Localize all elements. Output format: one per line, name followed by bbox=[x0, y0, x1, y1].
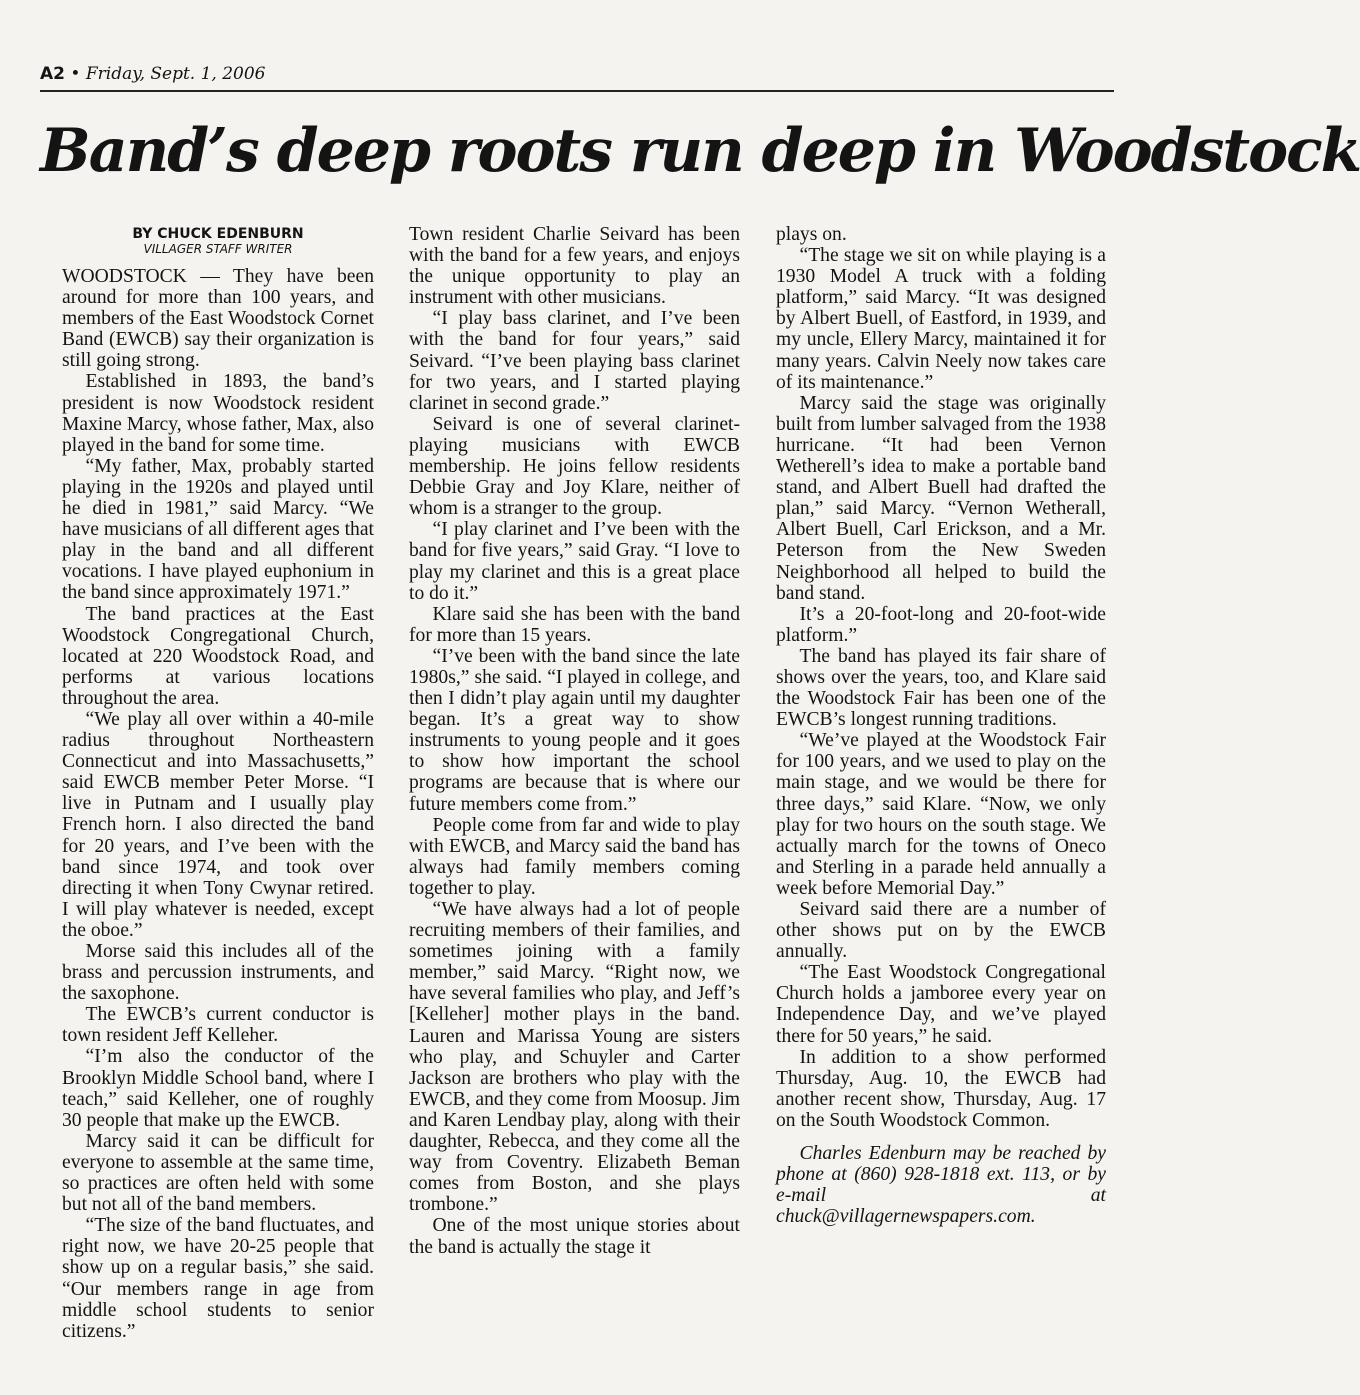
article-paragraph: Marcy said the stage was originally built from lumber salvaged from the 1938 hurricane. “It had been Vernon Wetherell’s idea to make a portable band stand, and Albert Buell had drafted the plan,” said Marcy. “Vernon Wetherall, Albert Buell, Carl Erickson, and a Mr. Peterson from the New Sweden Neighborhood all helped to build the band stand. bbox=[776, 392, 1106, 604]
article-paragraph: WOODSTOCK — They have been around for more than 100 years, and members of the East Woodstock Cornet Band (EWCB) say their organization is still going strong. bbox=[62, 266, 374, 372]
article-paragraph: The band has played its fair share of shows over the years, too, and Klare said the Woodstock Fair has been one of the EWCB’s longest running traditions. bbox=[776, 645, 1106, 731]
article-headline: Band’s deep roots run deep in Woodstock bbox=[40, 116, 1360, 186]
article-paragraph: “The East Woodstock Congregational Church holds a jamboree every year on Independence Day, and we’ve played there for 50 years,” he said. bbox=[776, 962, 1106, 1047]
article-paragraph: “We’ve played at the Woodstock Fair for 100 years, and we used to play on the main stage, and we would be there for three days,” said Klare. “Now, we only play for two hours on the south stage. We actually march for the towns of Oneco and Sterling in a parade held annually a week before Memorial Day.” bbox=[776, 730, 1106, 899]
article-paragraph: The EWCB’s current conductor is town resident Jeff Kelleher. bbox=[62, 1004, 374, 1047]
article-paragraph: Klare said she has been with the band for more than 15 years. bbox=[409, 603, 740, 646]
article-paragraph: In addition to a show performed Thursday, Aug. 10, the EWCB had another recent show, Thursday, Aug. 17 on the South Woodstock Common. bbox=[776, 1046, 1106, 1131]
article-paragraph: “I’ve been with the band since the late 1980s,” she said. “I played in college, and then I didn’t play again until my daughter began. It’s a great way to show instruments to young people and it goes to show how important the school programs are because that is where our future members come from.” bbox=[409, 645, 740, 815]
article-column-1 bbox=[62, 224, 374, 1384]
article-paragraph: plays on. bbox=[776, 224, 847, 245]
article-column-2 bbox=[409, 224, 740, 1384]
article-paragraph: “The size of the band fluctuates, and right now, we have 20-25 people that show up on a regular basis,” she said. “Our members range in age from middle school students to senior citizens.” bbox=[62, 1215, 374, 1342]
author-contact-tagline: Charles Edenburn may be reached by phone at (860) 928-1818 ext. 113, or by e-mail at chuck@villagernewspapers.com. bbox=[776, 1143, 1106, 1228]
article-paragraph: “My father, Max, probably started playing in the 1920s and played until he died in 1981,” said Marcy. “We have musicians of all different ages that play in the band and all different vocations. I have played euphonium in the band since approximately 1971.” bbox=[62, 455, 374, 604]
page-folio: A2 bbox=[40, 64, 65, 84]
article-paragraph: The band practices at the East Woodstock Congregational Church, located at 220 Woodstock Road, and performs at various locations throughout the area. bbox=[62, 603, 374, 709]
page-header bbox=[40, 64, 1114, 84]
byline-title: VILLAGER STAFF WRITER bbox=[143, 242, 293, 256]
article-paragraph: “We have always had a lot of people recruiting members of their families, and sometimes joining with a family member,” said Marcy. “Right now, we have several families who play, and Jeff’s [Kelleher] mother plays in the band. Lauren and Marissa Young are sisters who play, and Schuyler and Carter Jackson are brothers who play with the EWCB, and they come from Moosup. Jim and Karen Lendbay play, along with their daughter, Rebecca, and they come all the way from Coventry. Elizabeth Beman comes from Boston, and she plays trombone.” bbox=[409, 899, 740, 1216]
article-paragraph: Seivard said there are a number of other shows put on by the EWCB annually. bbox=[776, 899, 1106, 963]
article-paragraph: “I play clarinet and I’ve been with the band for five years,” said Gray. “I love to play my clarinet and this is a great place to do it.” bbox=[409, 519, 740, 604]
article-paragraph: “We play all over within a 40-mile radius throughout Northeastern Connecticut and into Massachusetts,” said EWCB member Peter Morse. “I live in Putnam and I usually play French horn. I also directed the band for 20 years, and I’ve been with the band since 1974, and took over directing it when Tony Cwynar retired. I will play whatever is needed, except the oboe.” bbox=[62, 708, 374, 941]
byline-author: BY CHUCK EDENBURN bbox=[132, 226, 304, 242]
article-paragraph: Established in 1893, the band’s president is now Woodstock resident Maxine Marcy, whose father, Max, also played in the band for some time. bbox=[62, 371, 374, 456]
article-paragraph: People come from far and wide to play with EWCB, and Marcy said the band has always had family members coming together to play. bbox=[409, 814, 740, 899]
article-paragraph: Town resident Charlie Seivard has been with the band for a few years, and enjoys the unique opportunity to play an instrument with other musicians. bbox=[409, 224, 740, 309]
header-bullet: • bbox=[70, 64, 81, 84]
article-paragraph: One of the most unique stories about the band is actually the stage it bbox=[409, 1215, 740, 1258]
article-paragraph: “The stage we sit on while playing is a 1930 Model A truck with a folding platform,” said Marcy. “It was designed by Albert Buell, of Eastford, in 1939, and my uncle, Ellery Marcy, maintained it for many years. Calvin Neely now takes care of its maintenance.” bbox=[776, 245, 1106, 393]
column-1-body bbox=[62, 266, 374, 1342]
article-paragraph: Seivard is one of several clarinet-playing musicians with EWCB membership. He joins fellow residents Debbie Gray and Joy Klare, neither of whom is a stranger to the group. bbox=[409, 413, 740, 520]
article-paragraph: Morse said this includes all of the brass and percussion instruments, and the saxophone. bbox=[62, 941, 374, 1005]
column-3-body bbox=[776, 224, 1106, 1131]
column-2-body bbox=[409, 224, 740, 1258]
article-paragraph: “I play bass clarinet, and I’ve been with the band for four years,” said Seivard. “I’ve been playing bass clarinet for two years, and I started playing clarinet in second grade.” bbox=[409, 308, 740, 414]
page-date: Friday, Sept. 1, 2006 bbox=[85, 64, 266, 84]
article-paragraph: Marcy said it can be difficult for everyone to assemble at the same time, so practices are often held with some but not all of the band members. bbox=[62, 1130, 374, 1216]
header-rule bbox=[40, 90, 1114, 92]
article-paragraph: It’s a 20-foot-long and 20-foot-wide platform.” bbox=[776, 603, 1106, 646]
article-column-3 bbox=[776, 224, 1106, 1384]
article-paragraph: “I’m also the conductor of the Brooklyn Middle School band, where I teach,” said Kelleher, one of roughly 30 people that make up the EWCB. bbox=[62, 1046, 374, 1131]
